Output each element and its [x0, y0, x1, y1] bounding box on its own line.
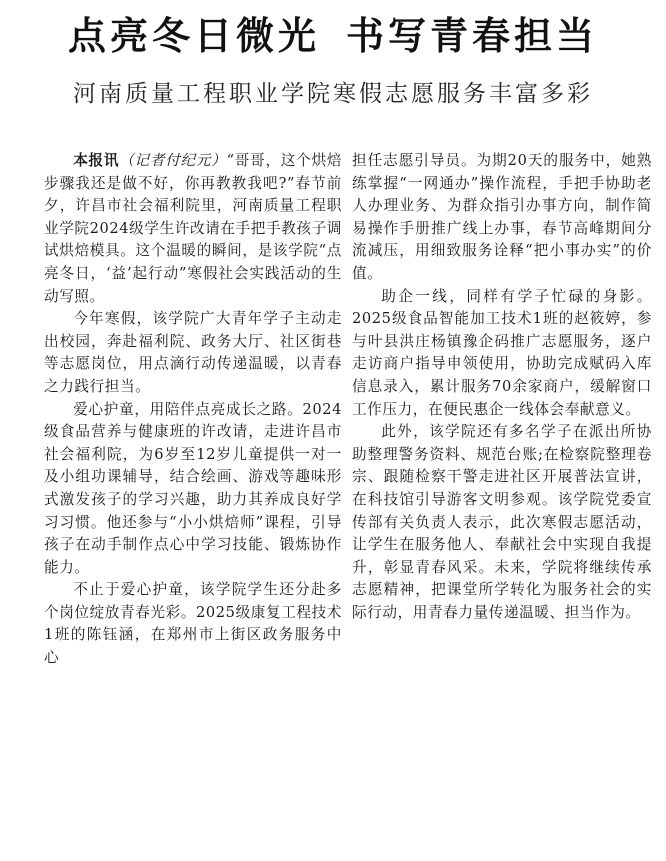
headline-part-1: 点亮冬日微光 — [67, 14, 320, 58]
paragraph-6: 此外，该学院还有多名学子在派出所协助整理警务资料、规范台账;在检察院整理卷宗、跟随检察干警走进社区开展普法宣讲，在科技馆引导游客文明参观。该学院党委宣传部有关负责人表示，此次寒假志愿活动，让学生在服务他人、奉献社会中实现自我提升，彰显青春风采。未来，学院将继续传承志愿精神，把课堂所学转化为服务社会的实际行动，用青春力量传递温暖、担当作为。 — [352, 423, 652, 621]
byline: （记者付纪元） — [119, 152, 227, 169]
left-column — [44, 150, 342, 670]
paragraph-1 — [44, 150, 342, 308]
headline — [0, 12, 666, 60]
paragraph-2: 今年寒假，该学院广大青年学子主动走出校园，奔赴福利院、政务大厅、社区街巷等志愿岗位，用点滴行动传递温暖，以青春之力践行担当。 — [44, 310, 342, 395]
paragraph-4-continued: 担任志愿引导员。为期20天的服务中，她熟练掌握“一网通办”操作流程，手把手协助老人办理业务、为群众指引办事方向，制作简易操作手册推广线上办事，春节高峰期间分流减压，用细致服务诠释“把小事办实”的价值。 — [352, 152, 652, 282]
paragraph-1-text: “哥哥，这个烘焙步骤我还是做不好，你再教教我吧?”春节前夕，许昌市社会福利院里，河南质量工程职业学院2024级学生许改请在手把手教孩子调试烘焙模具。这个温暖的瞬间，是该学院“点亮冬日，‘益’起行动”寒假社会实践活动的生动写照。 — [44, 152, 342, 305]
headline-part-2: 书写青春担当 — [346, 14, 599, 58]
lead-tag: 本报讯 — [73, 152, 120, 169]
paragraph-4: 不止于爱心护童，该学院学生还分赴多个岗位绽放青春光彩。2025级康复工程技术1班的陈钰涵，在郑州市上街区政务服务中心 — [44, 581, 342, 667]
right-column — [352, 150, 652, 624]
subtitle: 河南质量工程职业学院寒假志愿服务丰富多彩 — [73, 81, 593, 107]
paragraph-3: 爱心护童，用陪伴点亮成长之路。2024级食品营养与健康班的许改请，走进许昌市社会福利院，为6岁至12岁儿童提供一对一及小组功课辅导，结合绘画、游戏等趣味形式激发孩子的学习兴趣，助力其养成良好学习习惯。他还参与“小小烘焙师”课程，引导孩子在动手制作点心中学习技能、锻炼协作能力。 — [44, 400, 342, 576]
paragraph-5: 助企一线，同样有学子忙碌的身影。2025级食品智能加工技术1班的赵筱婷，参与叶县洪庄杨镇豫企码推广志愿服务，逐户走访商户指导申领使用，协助完成赋码入库信息录入，累计服务70余家商户，缓解窗口工作压力，在便民惠企一线体会奉献意义。 — [352, 287, 652, 418]
